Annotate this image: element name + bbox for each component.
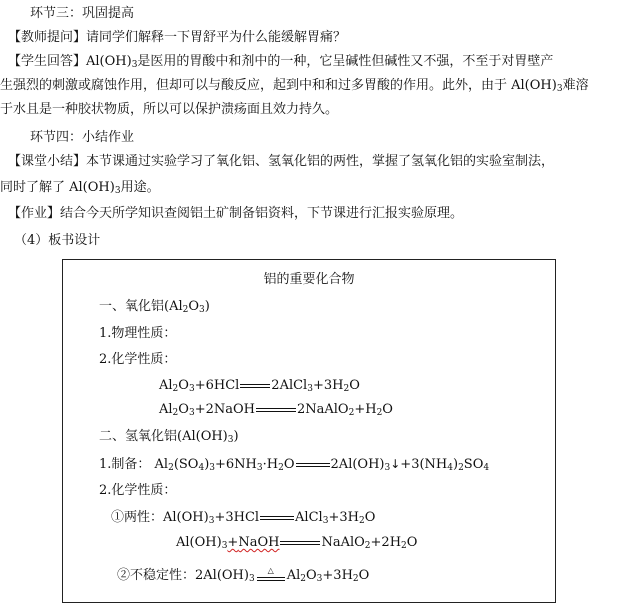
homework: 【作业】结合今天所学知识查阅铝土矿制备铝资料，下节课进行汇报实验原理。: [8, 206, 464, 221]
oxide-physical-properties: 1.物理性质：: [99, 326, 177, 341]
summary-line1: 【课堂小结】本节课通过实验学习了氧化铝、氢氧化铝的两性，掌握了氢氧化铝的实验室制法，: [8, 154, 555, 169]
equation-oxide-hcl: $Al_2O_3+6HCl$ $2AlCl_3+3H_2O$: [159, 378, 360, 394]
board-title: 铝的重要化合物: [263, 272, 355, 287]
equals-sign: [256, 405, 296, 415]
student-answer-line2: 生强烈的刺激或腐蚀作用，但却可以与酸反应，起到中和和过多胃酸的作用。此外，由于 $Al(OH)_3$难溶: [0, 78, 589, 94]
board-design-box: [62, 259, 556, 603]
equation-preparation: 1.制备： $Al_2(SO_4)_3+6NH_3\cdot H_2O$ $2Al(OH)_3↓+3(NH_4)_2SO_4$: [99, 457, 490, 473]
teacher-question: 【教师提问】请同学们解释一下胃舒平为什么能缓解胃痛？: [8, 30, 347, 45]
hydroxide-chemical-properties: 2.化学性质：: [99, 483, 177, 498]
precipitate-arrow-icon: ↓: [390, 457, 401, 471]
equals-sign: [280, 538, 320, 548]
section-aluminum-oxide: 一、氧化铝$(Al_2O_3)$: [99, 299, 210, 315]
heat-condition-sign: [257, 565, 285, 582]
equation-hydroxide-hcl: ①两性：$Al(OH)_3+3HCl$ $AlCl_3+3H_2O$: [111, 510, 376, 526]
equation-decomposition: ②不稳定性：$2Al(OH)_3$ △ $Al_2O_3+3H_2O$: [117, 565, 370, 584]
section-aluminum-hydroxide: 二、氢氧化铝$(Al(OH)_3)$: [99, 429, 239, 445]
equals-sign: [296, 460, 330, 470]
section3-heading: 环节三：巩固提高: [30, 6, 135, 21]
wavy-underlined-reactant: +NaOH: [227, 535, 280, 550]
summary-line2: 同时了解了 $Al(OH)_3$用途。: [0, 180, 160, 196]
student-answer-line1: 【学生回答】$Al(OH)_3$是医用的胃酸中和剂中的一种，它呈碱性但碱性又不强，不至于对胃壁产: [8, 54, 554, 70]
student-answer-line3: 于水且是一种胶状物质，所以可以保护溃疡面且效力持久。: [0, 102, 339, 117]
equation-oxide-naoh: $Al_2O_3+2NaOH$ $2NaAlO_2+H_2O$: [159, 402, 393, 418]
equals-sign: [260, 513, 294, 523]
equation-hydroxide-naoh: $Al(OH)_3+NaOH$ $NaAlO_2+2H_2O$: [176, 535, 418, 551]
equals-sign: [240, 381, 270, 391]
board-design-heading: （4）板书设计: [14, 233, 101, 248]
heat-triangle-icon: △: [267, 565, 274, 575]
oxide-chemical-properties: 2.化学性质：: [99, 352, 177, 367]
section4-heading: 环节四：小结作业: [30, 130, 135, 145]
